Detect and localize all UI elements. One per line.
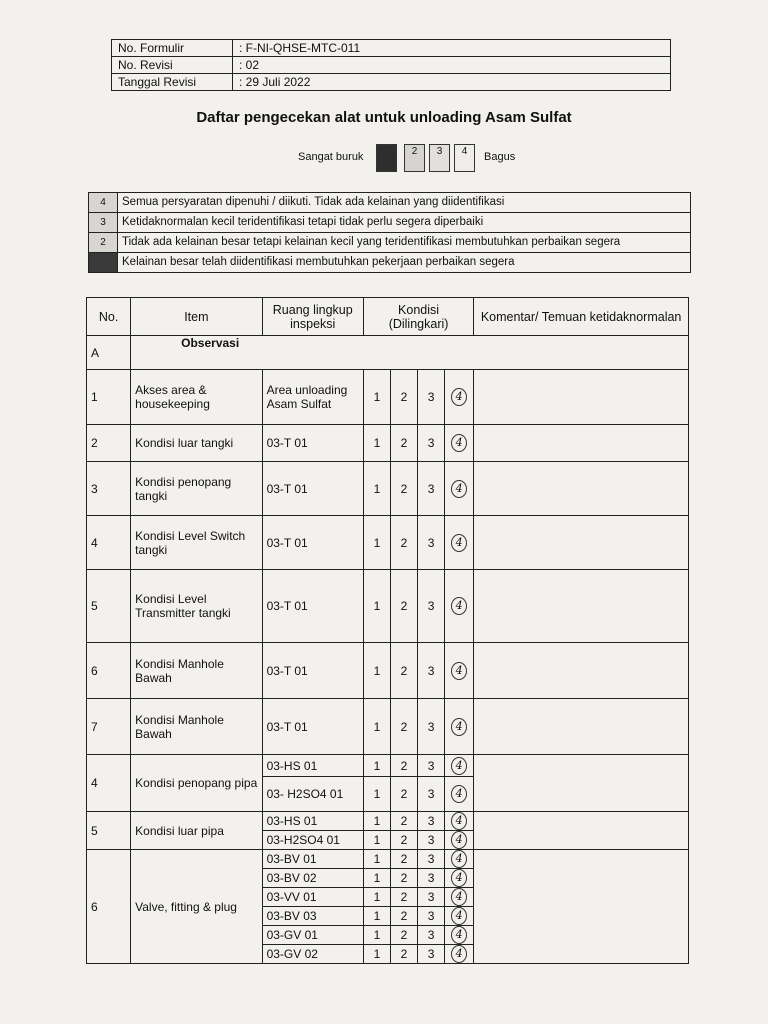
score-cell: 1 xyxy=(363,831,390,850)
circled-score: 4 xyxy=(451,812,467,830)
score-cell: 1 xyxy=(363,699,390,755)
score-cell: 3 xyxy=(418,907,445,926)
circled-score: 4 xyxy=(451,480,467,498)
table-row xyxy=(87,570,689,643)
row-no: 4 xyxy=(87,516,131,570)
score-cell: 1 xyxy=(363,907,390,926)
score-cell: 1 xyxy=(363,755,390,777)
score-cell-circled xyxy=(445,850,474,869)
table-row xyxy=(87,812,689,831)
score-cell-circled xyxy=(445,755,474,777)
circled-score: 4 xyxy=(451,388,467,406)
legend-table xyxy=(88,192,691,273)
row-item: Kondisi Level Switch tangki xyxy=(131,516,262,570)
score-cell: 1 xyxy=(363,926,390,945)
form-info-row xyxy=(112,57,671,74)
row-comment xyxy=(474,570,689,643)
score-cell-circled xyxy=(445,699,474,755)
row-item: Kondisi Manhole Bawah xyxy=(131,699,262,755)
score-cell: 3 xyxy=(418,643,445,699)
row-scope: 03-BV 03 xyxy=(262,907,363,926)
circled-score: 4 xyxy=(451,718,467,736)
score-cell-circled xyxy=(445,516,474,570)
row-no: 2 xyxy=(87,425,131,462)
row-no: 6 xyxy=(87,643,131,699)
row-no: 1 xyxy=(87,370,131,425)
score-cell: 2 xyxy=(390,755,417,777)
row-no: 3 xyxy=(87,462,131,516)
score-cell-circled xyxy=(445,370,474,425)
row-comment xyxy=(474,425,689,462)
legend-code: 4 xyxy=(89,193,118,213)
score-cell-circled xyxy=(445,945,474,964)
score-cell: 1 xyxy=(363,777,390,812)
score-cell: 2 xyxy=(390,850,417,869)
row-scope: 03-BV 01 xyxy=(262,850,363,869)
circled-score: 4 xyxy=(451,850,467,868)
legend-row xyxy=(89,253,691,273)
score-cell: 2 xyxy=(390,869,417,888)
row-scope: 03-T 01 xyxy=(262,699,363,755)
score-cell: 1 xyxy=(363,425,390,462)
row-scope: 03-GV 01 xyxy=(262,926,363,945)
row-item: Kondisi luar pipa xyxy=(131,812,262,850)
form-info-value: : 29 Juli 2022 xyxy=(233,74,671,91)
score-cell-circled xyxy=(445,570,474,643)
scale-box: 3 xyxy=(429,144,450,172)
form-info-value: : 02 xyxy=(233,57,671,74)
score-cell: 2 xyxy=(390,812,417,831)
document-title: Daftar pengecekan alat untuk unloading Asam Sulfat xyxy=(196,109,572,126)
circled-score: 4 xyxy=(451,831,467,849)
circled-score: 4 xyxy=(451,907,467,925)
score-cell: 3 xyxy=(418,850,445,869)
score-cell: 1 xyxy=(363,516,390,570)
score-cell: 2 xyxy=(390,888,417,907)
header-komentar: Komentar/ Temuan ketidaknormalan xyxy=(474,298,689,336)
score-cell: 2 xyxy=(390,831,417,850)
table-row xyxy=(87,699,689,755)
score-cell: 2 xyxy=(390,926,417,945)
row-scope: 03-VV 01 xyxy=(262,888,363,907)
section-code: A xyxy=(87,336,131,370)
score-cell: 3 xyxy=(418,516,445,570)
table-row xyxy=(87,425,689,462)
legend-text: Tidak ada kelainan besar tetapi kelainan kecil yang teridentifikasi membutuhkan perbaikan segera xyxy=(118,233,691,253)
legend-text: Semua persyaratan dipenuhi / diikuti. Tidak ada kelainan yang diidentifikasi xyxy=(118,193,691,213)
row-comment xyxy=(474,370,689,425)
legend-row xyxy=(89,193,691,213)
table-header-row xyxy=(87,298,689,336)
score-cell: 1 xyxy=(363,850,390,869)
circled-score: 4 xyxy=(451,926,467,944)
row-comment xyxy=(474,516,689,570)
row-comment xyxy=(474,699,689,755)
form-info-label: No. Formulir xyxy=(112,40,233,57)
row-item: Kondisi luar tangki xyxy=(131,425,262,462)
form-info-row xyxy=(112,74,671,91)
row-item: Kondisi penopang pipa xyxy=(131,755,262,812)
score-cell: 3 xyxy=(418,926,445,945)
header-item: Item xyxy=(131,298,262,336)
score-cell: 2 xyxy=(390,643,417,699)
row-item: Valve, fitting & plug xyxy=(131,850,262,964)
row-scope: 03-BV 02 xyxy=(262,869,363,888)
row-scope: 03-T 01 xyxy=(262,425,363,462)
score-cell-circled xyxy=(445,907,474,926)
table-row xyxy=(87,462,689,516)
row-no: 5 xyxy=(87,812,131,850)
circled-score: 4 xyxy=(451,597,467,615)
row-no: 4 xyxy=(87,755,131,812)
observation-rows xyxy=(87,370,689,755)
score-cell: 1 xyxy=(363,812,390,831)
score-cell: 3 xyxy=(418,945,445,964)
score-cell: 3 xyxy=(418,370,445,425)
score-cell: 2 xyxy=(390,945,417,964)
table-row xyxy=(87,850,689,869)
score-cell-circled xyxy=(445,831,474,850)
row-no: 6 xyxy=(87,850,131,964)
score-cell: 3 xyxy=(418,462,445,516)
score-cell: 1 xyxy=(363,643,390,699)
circled-score: 4 xyxy=(451,945,467,963)
score-cell: 1 xyxy=(363,462,390,516)
score-cell: 1 xyxy=(363,869,390,888)
row-scope: 03-HS 01 xyxy=(262,755,363,777)
circled-score: 4 xyxy=(451,757,467,775)
row-scope: 03-T 01 xyxy=(262,570,363,643)
row-comment xyxy=(474,462,689,516)
score-cell: 3 xyxy=(418,888,445,907)
score-cell: 2 xyxy=(390,907,417,926)
row-scope: 03-T 01 xyxy=(262,643,363,699)
score-cell: 3 xyxy=(418,699,445,755)
section-label: Observasi xyxy=(131,336,689,370)
score-cell: 2 xyxy=(390,777,417,812)
group-rows xyxy=(87,755,689,964)
score-cell: 3 xyxy=(418,869,445,888)
row-scope: 03-HS 01 xyxy=(262,812,363,831)
row-no: 5 xyxy=(87,570,131,643)
inspection-table xyxy=(86,297,689,964)
scale-right-label: Bagus xyxy=(484,151,516,163)
legend-code xyxy=(89,253,118,273)
header-scope: Ruang lingkup inspeksi xyxy=(262,298,363,336)
score-cell-circled xyxy=(445,869,474,888)
score-cell: 1 xyxy=(363,370,390,425)
legend-row xyxy=(89,233,691,253)
header-kondisi: Kondisi (Dilingkari) xyxy=(363,298,473,336)
scale-box: 2 xyxy=(404,144,425,172)
legend-text: Ketidaknormalan kecil teridentifikasi tetapi tidak perlu segera diperbaiki xyxy=(118,213,691,233)
row-item: Kondisi Manhole Bawah xyxy=(131,643,262,699)
score-cell-circled xyxy=(445,888,474,907)
circled-score: 4 xyxy=(451,785,467,803)
score-cell: 1 xyxy=(363,888,390,907)
row-comment xyxy=(474,812,689,850)
table-row xyxy=(87,516,689,570)
legend-code: 2 xyxy=(89,233,118,253)
legend-text: Kelainan besar telah diidentifikasi membutuhkan pekerjaan perbaikan segera xyxy=(118,253,691,273)
score-cell: 1 xyxy=(363,570,390,643)
table-row xyxy=(87,755,689,777)
row-scope: 03- H2SO4 01 xyxy=(262,777,363,812)
score-cell: 3 xyxy=(418,812,445,831)
row-item: Akses area & housekeeping xyxy=(131,370,262,425)
legend-row xyxy=(89,213,691,233)
score-cell: 2 xyxy=(390,462,417,516)
score-cell: 2 xyxy=(390,516,417,570)
score-cell: 3 xyxy=(418,777,445,812)
row-item: Kondisi Level Transmitter tangki xyxy=(131,570,262,643)
score-cell-circled xyxy=(445,425,474,462)
row-no: 7 xyxy=(87,699,131,755)
row-scope: Area unloading Asam Sulfat xyxy=(262,370,363,425)
table-row xyxy=(87,643,689,699)
row-scope: 03-T 01 xyxy=(262,516,363,570)
score-cell: 3 xyxy=(418,831,445,850)
score-cell-circled xyxy=(445,926,474,945)
scale-box: 4 xyxy=(454,144,475,172)
table-row xyxy=(87,370,689,425)
row-scope: 03-T 01 xyxy=(262,462,363,516)
legend-code: 3 xyxy=(89,213,118,233)
scale-left-label: Sangat buruk xyxy=(298,151,364,163)
score-cell-circled xyxy=(445,643,474,699)
circled-score: 4 xyxy=(451,869,467,887)
form-info-value: : F-NI-QHSE-MTC-011 xyxy=(233,40,671,57)
score-cell-circled xyxy=(445,462,474,516)
score-cell: 1 xyxy=(363,945,390,964)
form-info-table xyxy=(111,39,671,91)
circled-score: 4 xyxy=(451,888,467,906)
score-cell: 3 xyxy=(418,570,445,643)
score-cell: 2 xyxy=(390,370,417,425)
score-cell: 2 xyxy=(390,425,417,462)
row-comment xyxy=(474,850,689,964)
scale-box xyxy=(376,144,397,172)
circled-score: 4 xyxy=(451,434,467,452)
circled-score: 4 xyxy=(451,534,467,552)
row-scope: 03-GV 02 xyxy=(262,945,363,964)
score-cell: 2 xyxy=(390,699,417,755)
score-cell: 3 xyxy=(418,425,445,462)
row-scope: 03-H2SO4 01 xyxy=(262,831,363,850)
row-item: Kondisi penopang tangki xyxy=(131,462,262,516)
form-info-label: No. Revisi xyxy=(112,57,233,74)
form-info-label: Tanggal Revisi xyxy=(112,74,233,91)
section-row xyxy=(87,336,689,370)
score-cell: 2 xyxy=(390,570,417,643)
score-cell: 3 xyxy=(418,755,445,777)
row-comment xyxy=(474,643,689,699)
circled-score: 4 xyxy=(451,662,467,680)
score-cell-circled xyxy=(445,777,474,812)
row-comment xyxy=(474,755,689,812)
header-no: No. xyxy=(87,298,131,336)
form-info-row xyxy=(112,40,671,57)
score-cell-circled xyxy=(445,812,474,831)
